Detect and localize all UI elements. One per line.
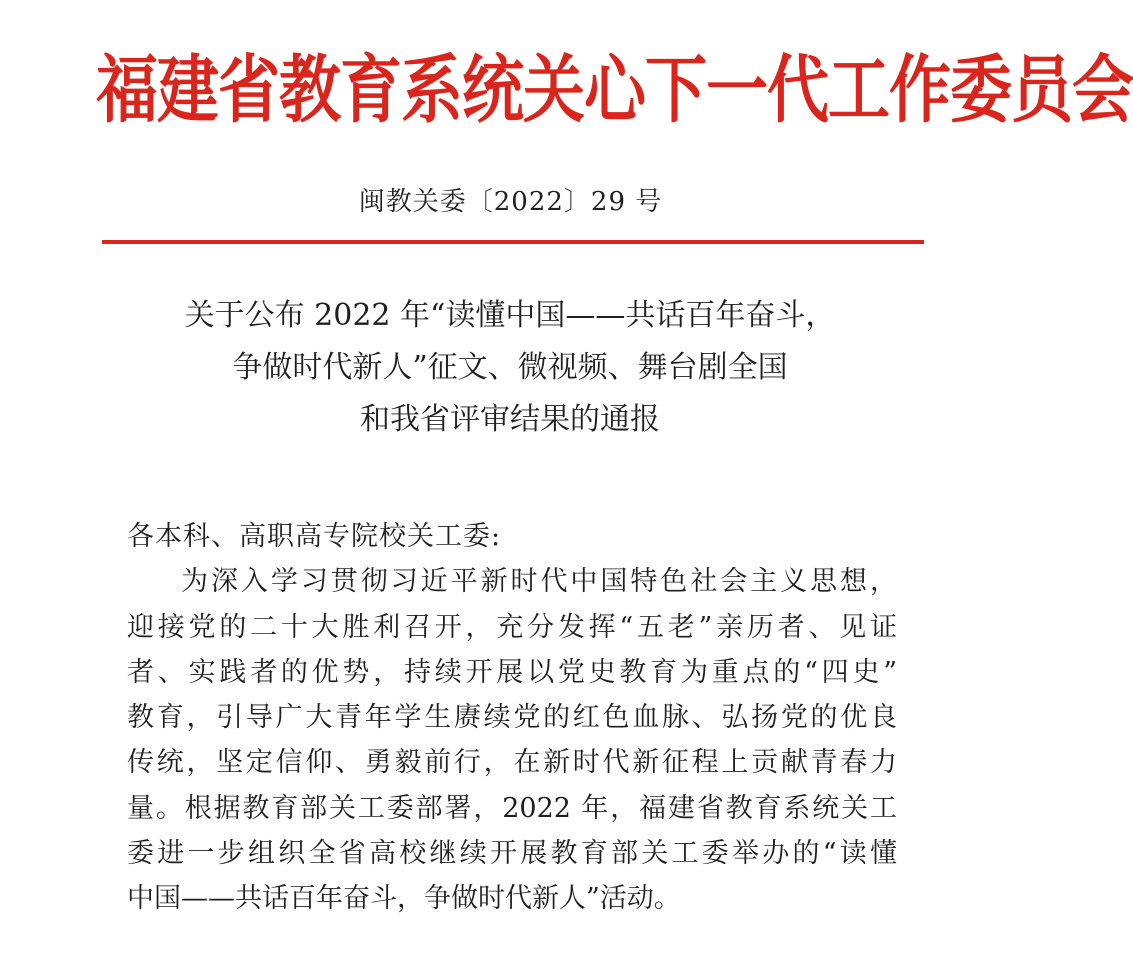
notice-title: [120, 290, 900, 446]
notice-title-line-2: 争做时代新人”征文、微视频、舞台剧全国: [232, 350, 788, 385]
document-number: 闽教关委〔2022〕29 号: [358, 187, 663, 217]
notice-title-line-1: 关于公布 2022 年“读懂中国——共话百年奋斗，: [184, 298, 836, 333]
salutation: 各本科、高职高专院校关工委:: [127, 521, 502, 552]
paragraph-line-6: 量。根据教育部关工委部署，2022 年，福建省教育系统关工: [127, 792, 897, 824]
paragraph-line-3: 者、实践者的优势，持续开展以党史教育为重点的“四史”: [127, 656, 897, 688]
header-red-rule: [102, 240, 924, 244]
notice-title-line-3: 和我省评审结果的通报: [360, 402, 660, 437]
paragraph-line-1: 为深入学习贯彻习近平新时代中国特色社会主义思想，: [181, 566, 897, 598]
paragraph-line-8: 中国——共话百年奋斗，争做时代新人”活动。: [127, 883, 681, 915]
paragraph-line-7: 委进一步组织全省高校继续开展教育部关工委举办的“读懂: [127, 838, 897, 870]
paragraph-line-5: 传统，坚定信仰、勇毅前行，在新时代新征程上贡献青春力: [127, 747, 897, 779]
notice-body: [127, 514, 897, 922]
issuer-header-title: 福建省教育系统关心下一代工作委员会: [96, 46, 1133, 133]
paragraph-line-4: 教育，引导广大青年学生赓续党的红色血脉、弘扬党的优良: [127, 702, 897, 734]
paragraph-line-2: 迎接党的二十大胜利召开，充分发挥“五老”亲历者、见证: [127, 611, 897, 643]
body-paragraph: [127, 559, 897, 921]
